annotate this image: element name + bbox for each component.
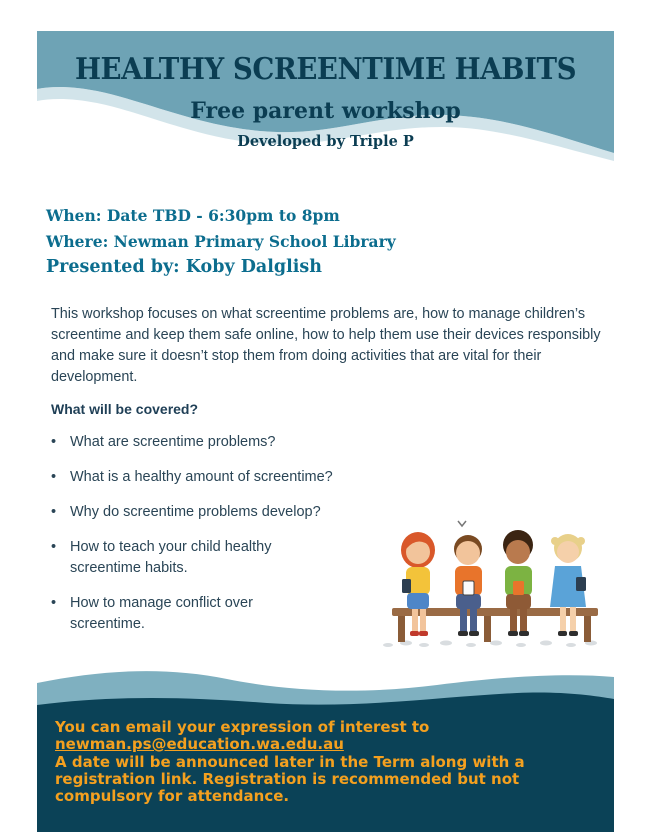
- event-where: Where: Newman Primary School Library: [46, 232, 396, 251]
- event-when: When: Date TBD - 6:30pm to 8pm: [46, 206, 340, 225]
- bullet-icon: •: [51, 434, 57, 450]
- list-item-text: Why do screentime problems develop?: [70, 504, 321, 520]
- list-item: [51, 537, 320, 579]
- list-item-text: What is a healthy amount of screentime?: [70, 469, 333, 485]
- page-subtitle: Free parent workshop: [190, 98, 461, 124]
- list-item: [51, 467, 333, 488]
- list-item: [51, 432, 333, 453]
- email-link[interactable]: newman.ps@education.wa.edu.au: [55, 735, 344, 753]
- workshop-description: This workshop focuses on what screentime problems are, how to manage children’s screentime and keep them safe online, how to help them use their devices responsibly and make sure it doesn’t stop them from doing activities that are vital for their development.: [51, 306, 601, 385]
- developer-credit: Developed by Triple P: [237, 133, 414, 150]
- kids-on-bench-illustration: [376, 515, 616, 650]
- list-item: [51, 593, 310, 635]
- covered-list: [51, 432, 333, 635]
- footer-line-2: A date will be announced later in the Term along with a registration link. Registration is recommended but not compulsory for attendance.: [55, 753, 525, 805]
- bullet-icon: •: [51, 469, 57, 485]
- kid-2-figure: [454, 521, 482, 636]
- bullet-icon: •: [51, 504, 57, 520]
- footer-message: [55, 719, 605, 805]
- event-presenter: Presented by: Koby Dalglish: [46, 257, 322, 277]
- footer-line-1: You can email your expression of interest to: [55, 718, 430, 736]
- kid-3-figure: [503, 530, 533, 636]
- list-item: [51, 502, 333, 523]
- bullet-icon: •: [51, 539, 57, 555]
- covered-heading: What will be covered?: [51, 401, 199, 417]
- kid-4-figure: [550, 534, 586, 636]
- bullet-icon: •: [51, 595, 57, 611]
- list-item-text: How to manage conflict over screentime.: [70, 595, 253, 632]
- page-title: HEALTHY SCREENTIME HABITS: [74, 52, 577, 87]
- kid-1-figure: [401, 532, 435, 636]
- list-item-text: What are screentime problems?: [70, 434, 276, 450]
- list-item-text: How to teach your child healthy screentime habits.: [70, 539, 272, 576]
